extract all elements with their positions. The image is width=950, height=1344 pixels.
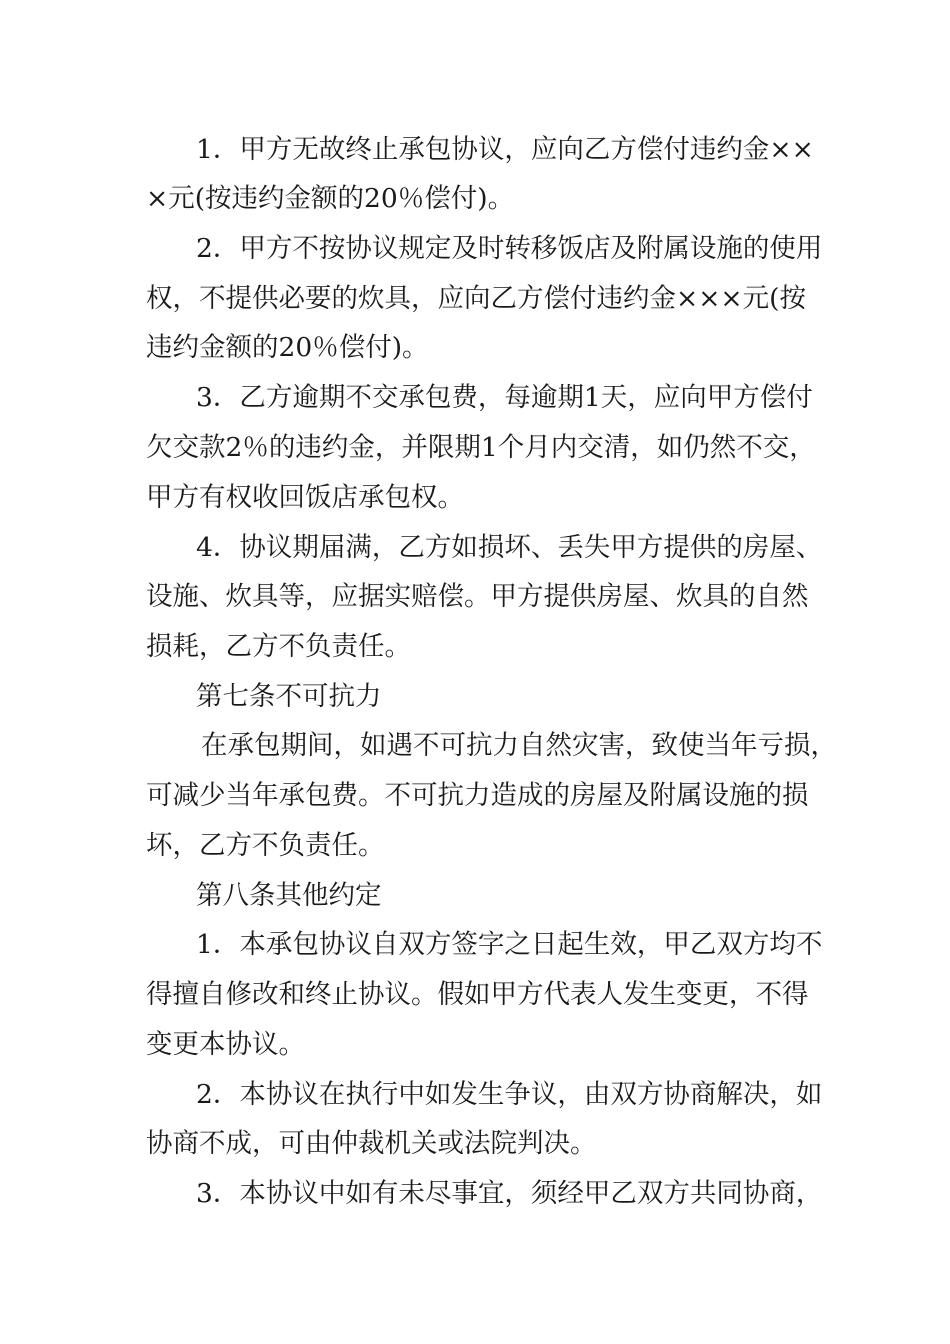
text-line: 4．协议期届满，乙方如损坏、丢失甲方提供的房屋、 — [196, 532, 823, 563]
text-line: 在承包期间，如遇不可抗力自然灾害，致使当年亏损， — [201, 730, 837, 761]
text-line: 2．本协议在执行中如发生争议，由双方协商解决，如 — [196, 1079, 823, 1110]
text-line: 权，不提供必要的炊具，应向乙方偿付违约金×××元(按 — [146, 283, 806, 314]
text-line: 违约金额的20％偿付)。 — [146, 332, 429, 363]
text-line: 1．甲方无故终止承包协议，应向乙方偿付违约金×× — [196, 134, 814, 165]
section-heading: 第七条不可抗力 — [196, 681, 382, 712]
text-line: ×元(按违约金额的20％偿付)。 — [146, 183, 515, 214]
section-heading: 第八条其他约定 — [196, 880, 382, 911]
text-line: 3．乙方逾期不交承包费，每逾期1天，应向甲方偿付 — [196, 382, 813, 413]
text-line: 设施、炊具等，应据实赔偿。甲方提供房屋、炊具的自然 — [146, 581, 809, 612]
text-line: 变更本协议。 — [146, 1029, 305, 1060]
text-line: 欠交款2％的违约金，并限期1个月内交清，如仍然不交， — [146, 432, 816, 463]
text-line: 1．本承包协议自双方签字之日起生效，甲乙双方均不 — [196, 929, 823, 960]
text-line: 3．本协议中如有未尽事宜，须经甲乙双方共同协商， — [196, 1178, 823, 1209]
text-line: 可减少当年承包费。不可抗力造成的房屋及附属设施的损 — [146, 780, 809, 811]
text-line: 得擅自修改和终止协议。假如甲方代表人发生变更，不得 — [146, 979, 809, 1010]
text-line: 甲方有权收回饭店承包权。 — [146, 482, 464, 513]
text-line: 2．甲方不按协议规定及时转移饭店及附属设施的使用 — [196, 233, 823, 264]
text-line: 损耗，乙方不负责任。 — [146, 631, 411, 662]
text-line: 坏，乙方不负责任。 — [146, 830, 385, 861]
text-line: 协商不成，可由仲裁机关或法院判决。 — [146, 1128, 597, 1159]
